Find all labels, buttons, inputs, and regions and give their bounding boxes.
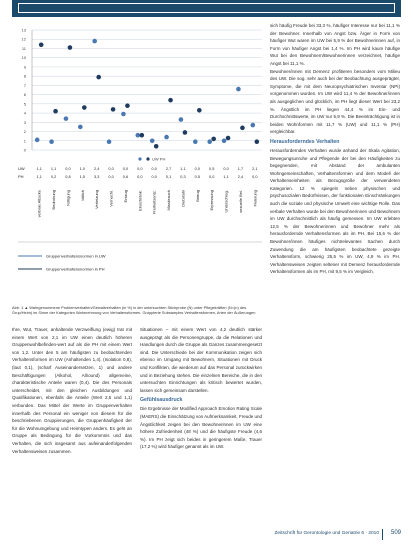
y-tick-label: 1 xyxy=(23,138,26,144)
category-label: Missbrauch xyxy=(166,190,172,211)
legend-marker-ph xyxy=(146,157,149,160)
data-point-ph xyxy=(183,130,188,135)
table-cell: 0,0 xyxy=(194,167,200,171)
data-point-ph xyxy=(197,108,202,113)
paragraph: Die Ergebnisse der Modified Approach Emotion Rating Scale (MAERS) die Einschätzung von Aufmerksamkeit, Freude und Ängstlichkeit zeigen bei den Bewohnerinnen im UW eine höhere Zufriedenheit (48 %) und die häufigste Freude (4,6 %). Im PH zeigt sich beides in geringerem Maße, Trauer (17,2 %) wird häufiger genannt als im UW. xyxy=(140,406,262,450)
page-footer xyxy=(12,528,401,542)
table-cell: 0,5 xyxy=(194,175,200,179)
body-column-1 xyxy=(12,326,132,455)
data-point-ph xyxy=(111,107,116,112)
figure-1 xyxy=(12,22,267,322)
table-cell: 0,0 xyxy=(122,167,129,171)
category-label: Einschränk. xyxy=(137,190,143,211)
bottom-legend-label: Gruppenverhaltensnormen in UW xyxy=(46,253,106,259)
data-point-uw xyxy=(179,117,184,122)
table-cell: 1,1 xyxy=(223,175,229,179)
header-frame xyxy=(18,3,395,13)
paragraph: Bewohner/innen mit Demenz profitieren besonders vom Milieu des UW. Die sog. sehr auch bei der Beobachtung ausgeprägter, Symptome, die mit dem Neuropsychiatrischen Inventar (NPI) vorgenommen wurden. Im UW wird 11,4 % der Bewohner/innen als ausgeglichen und glücklich, im PH liegt dieser Wert bei 23,2 %. Ängstlich im PH liegen 44,4 % im Ein- und Durchschnittswerte, im UW nur 5,9 %. Die Beeinträchtigung ist in beiden Wohnformen mit 11,7 % (UW) und 11,1 % (PH) vergleichbar. xyxy=(270,68,400,135)
category-label: Nötigung xyxy=(65,190,71,207)
table-cell: 1,1 xyxy=(36,167,42,171)
y-tick-label: 6 xyxy=(23,92,26,98)
y-tick-label: 11 xyxy=(21,45,26,51)
data-point-ph xyxy=(226,136,231,141)
page-number: 509 xyxy=(390,530,401,536)
table-cell: 1,1 xyxy=(36,175,42,179)
table-cell: 2,4 xyxy=(237,175,244,179)
category-label: Vernachl. xyxy=(108,190,114,207)
category-label: Bedrohung xyxy=(51,190,57,210)
table-cell: 0,0 xyxy=(137,167,143,171)
data-point-ph xyxy=(39,42,44,47)
paragraph: Situationen – mit einem Wert von 4,2 deutlich stärker ausgeprägt als die Personengruppe, da die Relationen und Handlungen durch die Gruppe als Ganzes zusammengesetzt sind. Die Unterschiede bei der Kommunikation zeigen sich ebenso im Umgang mit Bewohnern, Situationen mit Druck und Konflikten, die wiederum auf das Personal zurückwirken und in Beziehung stehen. Die einzelnen Bereiche, die in den untersuchten Einrichtungen als kritisch bewertet wurden, lassen sich gemeinsam darstellen. xyxy=(140,327,262,393)
table-cell: 0,0 xyxy=(151,175,157,179)
y-tick-label: 9 xyxy=(23,64,26,70)
category-label: Betrug xyxy=(194,190,200,202)
journal-header-bar xyxy=(12,0,401,17)
y-tick-label: 13 xyxy=(21,27,26,33)
data-point-uw xyxy=(236,87,241,92)
table-cell: 0,0 xyxy=(108,175,114,179)
category-label: Freiheitsentz. xyxy=(151,190,157,215)
bottom-legend-label: Gruppenverhaltensnormen in PH xyxy=(46,266,105,272)
table-cell: 3,3 xyxy=(94,175,100,179)
data-point-uw xyxy=(64,116,69,121)
table-cell: 2,7 xyxy=(165,167,172,171)
paragraph: Herausforderndes Verhalten wurde anhand der Skala Agitation, Bewegungsunruhe und Pflegende der bei den Häufigkeiten zu begegnenden, mit Abstand der ambulanten Wohngemeinschaften, Verhaltensformen und dem Modell der Verhaltenseinheiten als Bezugsgröße der verwendeten Kategorien. 12 % spiegeln neben physischen und psychosozialen Bedürfnissen, der funktionalen Einschränkungen auch die soziale und physische Umwelt eine wichtige Rolle. Das verbale Verhalten wurde bei den Bewohnerinnen und Bewohnern im UW durchschnittlich als häufig gemessen. Im UW erlebten 12,5 % der Bewohnerinnen und Bewohner mehr als herausfordernde Verhaltensformen als im PH. Bei 15,6 % der Bewohner/innen häufiges nichtrelevantes Sachen durch Zuwendung die am häufigsten beobachtete gezeigte Verhaltensform, schwierig 25,5 % im UW, 4,9 % im PH. Verhaltensweisen zeigten seltener mit Demenz herausfordernde Verhaltensformen als im PH, mit 9,5 % im Vergleich. xyxy=(270,147,400,275)
table-cell: 0,0 xyxy=(223,167,229,171)
data-point-uw xyxy=(207,139,212,144)
data-point-ph xyxy=(53,109,58,114)
category-label: Erpressung xyxy=(209,190,215,211)
data-point-uw xyxy=(150,138,155,143)
table-cell: 0,0 xyxy=(108,167,114,171)
data-point-uw xyxy=(121,112,126,117)
data-point-ph xyxy=(240,126,245,131)
y-tick-label: 12 xyxy=(21,36,26,42)
table-cell: 0,0 xyxy=(151,167,157,171)
table-row-label: PH xyxy=(18,174,24,179)
section-heading: Gefühlsausdruck xyxy=(140,397,183,404)
table-cell: 1,1 xyxy=(180,167,186,171)
y-tick-label: 4 xyxy=(23,110,26,116)
body-column-3 xyxy=(270,22,400,276)
table-cell: 0,0 xyxy=(65,167,71,171)
data-point-uw xyxy=(92,39,97,44)
data-point-uw xyxy=(49,139,54,144)
paragraph: Ihre, Wut, Trauer, anhaltende Verzweiflung (ewig) trat mit einem Wert von 2,1 im UW einen deutlich höheren Gruppenwohlbefinden-wert auf als die PH mit einem Wert von 1,2. Unter den 5 am häufigsten zu beobachtenden Verhaltensformen im UW (Anhaltenden 1,4), (Isolation 0,8), (laut 0,1), (scharf Auseinandersetzen, 1) und andere Beschäftigungen (Alkohol, Allround) allgemeine, charakteristische Anteile waren (0,4). Die des Personals unterscheidet, mit den gleichen Ausbildungen und Qualifikationen, ebenfalls die Anteile (Wert 2,5 und 1,1) verbunden. Das Mittel der Werte im Gruppenverhalten innerhalb des Personal ein weniger von diesem für die beschriebenen Gruppierungen, die Gruppenhäufigkeit der für die Wohnumgebung und Heimtypen anders. Es geht an Gruppe als Bedingung für die Vorkommnis und das Verhalten, die sich insgesamt aus aufeinanderfolgenden Verhaltensweisen zusammen. xyxy=(12,327,132,454)
table-cell: 1,0 xyxy=(79,167,85,171)
table-cell: 1,5 xyxy=(79,175,85,179)
data-point-ph xyxy=(82,105,87,110)
section-heading: Herausforderndes Verhalten xyxy=(270,138,340,145)
category-label: Fixierung xyxy=(252,190,258,207)
y-tick-label: 5 xyxy=(23,101,26,107)
body-column-2 xyxy=(140,326,262,451)
y-tick-label: 7 xyxy=(23,82,26,88)
data-point-uw xyxy=(222,138,227,143)
y-tick-label: 8 xyxy=(23,73,26,79)
table-cell: 0,0 xyxy=(252,175,258,179)
category-label: tätlich xyxy=(79,190,85,201)
data-point-uw xyxy=(136,133,141,138)
table-cell: 1,1 xyxy=(50,167,57,171)
table-cell: 2,1 xyxy=(252,167,258,171)
table-row-label: UW xyxy=(18,166,25,171)
data-point-ph xyxy=(154,144,159,149)
table-cell: 0,8 xyxy=(65,175,71,179)
category-label: verbale Attacke xyxy=(36,190,42,218)
data-point-ph xyxy=(96,75,101,80)
data-point-uw xyxy=(35,138,40,143)
table-cell: 0,1 xyxy=(165,175,172,179)
data-point-ph xyxy=(255,139,260,144)
table-cell: 0,3 xyxy=(180,175,186,179)
legend-label: UW PH xyxy=(152,156,166,162)
data-point-ph xyxy=(140,133,145,138)
journal-citation: Zeitschrift für Gerontologie und Geriatrie 6 · 2010 xyxy=(274,531,379,536)
data-point-ph xyxy=(125,103,130,108)
data-point-uw xyxy=(164,135,169,140)
category-label: Verletzung xyxy=(94,190,100,209)
table-cell: 0,0 xyxy=(209,175,215,179)
footer-divider xyxy=(382,529,383,540)
category-label: Diebstahl xyxy=(180,190,186,207)
data-point-uw xyxy=(107,139,112,144)
paragraph: sich häufig Freude bei 33,3 %, häufiger Interesse nur bei 11,1 % der Bewohner. Innerhalb von Angst bzw. Ärger in Form von häufiger Wut waren im UW bei 5,9 % der Bewohnerinnen auf, in Form von häufiger Angst bei 1,4 %. Im PH wird kaum häufige Wut bei den Bewohnern/Bewohnerinnen verzeichnet, häufige Angst bei 11,1 %. xyxy=(270,23,400,66)
y-tick-label: 2 xyxy=(23,129,26,135)
table-cell: 0,6 xyxy=(122,175,129,179)
data-point-uw xyxy=(193,139,198,144)
legend-marker-uw xyxy=(138,157,141,160)
data-point-ph xyxy=(168,98,173,103)
data-point-ph xyxy=(211,137,216,142)
table-cell: 0,2 xyxy=(50,175,57,179)
table-cell: 1,7 xyxy=(237,167,244,171)
dot-chart xyxy=(12,22,267,305)
category-label: Unterschlag. xyxy=(223,190,229,213)
category-label: sexuelle Bel. xyxy=(237,190,243,213)
y-tick-label: 10 xyxy=(21,55,26,61)
data-point-ph xyxy=(68,45,73,50)
table-cell: 2,4 xyxy=(94,167,100,171)
table-cell: 0,0 xyxy=(137,175,143,179)
data-point-uw xyxy=(251,123,256,128)
y-tick-label: 0 xyxy=(23,147,26,153)
category-label: Entzug xyxy=(122,190,128,203)
y-tick-label: 3 xyxy=(23,119,26,125)
figure-caption: Abb. 1 ▲ Wahrgenommene Problemverhalten/Gewaltverhalten (in %) in der untersuchten Stichprobe (N) unter Pflegekräften (N=(n) des Grup/Heim) im Sinne der Kategorien Wahrnehmung von Verhaltensformen. Gruppierte Subsamples Verhaltensformen, Arten der Äußerungen xyxy=(12,305,256,316)
data-point-uw xyxy=(78,125,83,130)
table-cell: 0,5 xyxy=(209,167,215,171)
